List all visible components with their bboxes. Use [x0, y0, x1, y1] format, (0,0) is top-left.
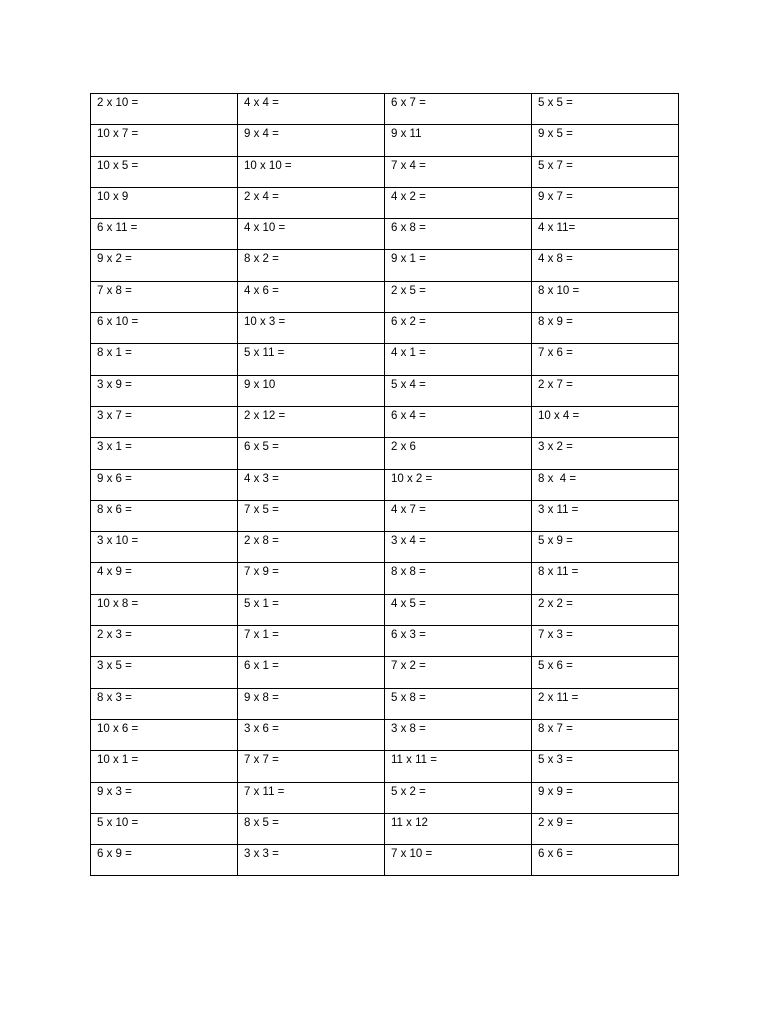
problem-cell: 7 x 8 =	[91, 281, 238, 312]
problem-cell: 6 x 8 =	[385, 219, 532, 250]
problem-cell: 4 x 11=	[532, 219, 679, 250]
problem-cell: 9 x 11	[385, 125, 532, 156]
table-row	[91, 626, 679, 657]
table-row	[91, 313, 679, 344]
problem-cell: 7 x 10 =	[385, 845, 532, 876]
problem-cell: 8 x 5 =	[238, 813, 385, 844]
problem-cell: 4 x 2 =	[385, 187, 532, 218]
problem-cell: 3 x 7 =	[91, 406, 238, 437]
problem-cell: 9 x 7 =	[532, 187, 679, 218]
problem-cell: 7 x 4 =	[385, 156, 532, 187]
problem-cell: 7 x 5 =	[238, 500, 385, 531]
problem-cell: 5 x 5 =	[532, 94, 679, 125]
problem-cell: 4 x 1 =	[385, 344, 532, 375]
table-row	[91, 688, 679, 719]
problem-cell: 2 x 7 =	[532, 375, 679, 406]
table-row	[91, 250, 679, 281]
problem-cell: 10 x 10 =	[238, 156, 385, 187]
problem-cell: 7 x 1 =	[238, 626, 385, 657]
problem-cell: 2 x 11 =	[532, 688, 679, 719]
problem-cell: 3 x 11 =	[532, 500, 679, 531]
problem-cell: 7 x 6 =	[532, 344, 679, 375]
table-row	[91, 751, 679, 782]
problem-cell: 4 x 10 =	[238, 219, 385, 250]
problem-cell: 7 x 7 =	[238, 751, 385, 782]
problem-cell: 8 x 9 =	[532, 313, 679, 344]
table-row	[91, 845, 679, 876]
problem-cell: 6 x 11 =	[91, 219, 238, 250]
problem-cell: 6 x 9 =	[91, 845, 238, 876]
problem-cell: 6 x 4 =	[385, 406, 532, 437]
problem-cell: 10 x 4 =	[532, 406, 679, 437]
multiplication-worksheet-table	[90, 93, 679, 876]
problem-cell: 2 x 9 =	[532, 813, 679, 844]
table-row	[91, 782, 679, 813]
problem-cell: 4 x 9 =	[91, 563, 238, 594]
problem-cell: 5 x 3 =	[532, 751, 679, 782]
table-row	[91, 375, 679, 406]
problem-cell: 2 x 10 =	[91, 94, 238, 125]
problem-cell: 10 x 3 =	[238, 313, 385, 344]
problem-cell: 3 x 2 =	[532, 438, 679, 469]
problem-cell: 2 x 2 =	[532, 594, 679, 625]
problem-cell: 10 x 9	[91, 187, 238, 218]
problem-cell: 10 x 5 =	[91, 156, 238, 187]
problem-cell: 11 x 12	[385, 813, 532, 844]
problem-cell: 9 x 10	[238, 375, 385, 406]
problem-cell: 7 x 9 =	[238, 563, 385, 594]
problem-cell: 6 x 6 =	[532, 845, 679, 876]
table-row	[91, 438, 679, 469]
problem-cell: 6 x 7 =	[385, 94, 532, 125]
problem-cell: 5 x 7 =	[532, 156, 679, 187]
problem-cell: 4 x 3 =	[238, 469, 385, 500]
problem-cell: 3 x 10 =	[91, 532, 238, 563]
table-row	[91, 406, 679, 437]
table-row	[91, 281, 679, 312]
problem-cell: 5 x 11 =	[238, 344, 385, 375]
table-row	[91, 469, 679, 500]
problem-cell: 10 x 8 =	[91, 594, 238, 625]
problem-cell: 8 x 10 =	[532, 281, 679, 312]
problem-cell: 4 x 8 =	[532, 250, 679, 281]
problem-cell: 4 x 5 =	[385, 594, 532, 625]
problem-cell: 3 x 5 =	[91, 657, 238, 688]
problem-cell: 5 x 10 =	[91, 813, 238, 844]
problem-cell: 2 x 12 =	[238, 406, 385, 437]
table-row	[91, 156, 679, 187]
table-row	[91, 219, 679, 250]
table-row	[91, 187, 679, 218]
problem-cell: 6 x 5 =	[238, 438, 385, 469]
problem-cell: 7 x 11 =	[238, 782, 385, 813]
problem-cell: 5 x 2 =	[385, 782, 532, 813]
worksheet-body	[91, 94, 679, 876]
problem-cell: 8 x 4 =	[532, 469, 679, 500]
problem-cell: 2 x 6	[385, 438, 532, 469]
table-row	[91, 813, 679, 844]
problem-cell: 9 x 3 =	[91, 782, 238, 813]
table-row	[91, 594, 679, 625]
problem-cell: 9 x 6 =	[91, 469, 238, 500]
problem-cell: 2 x 8 =	[238, 532, 385, 563]
table-row	[91, 500, 679, 531]
problem-cell: 2 x 3 =	[91, 626, 238, 657]
problem-cell: 6 x 10 =	[91, 313, 238, 344]
problem-cell: 3 x 4 =	[385, 532, 532, 563]
problem-cell: 10 x 1 =	[91, 751, 238, 782]
problem-cell: 9 x 8 =	[238, 688, 385, 719]
problem-cell: 8 x 11 =	[532, 563, 679, 594]
problem-cell: 9 x 5 =	[532, 125, 679, 156]
table-row	[91, 563, 679, 594]
problem-cell: 3 x 1 =	[91, 438, 238, 469]
problem-cell: 8 x 1 =	[91, 344, 238, 375]
problem-cell: 3 x 3 =	[238, 845, 385, 876]
problem-cell: 4 x 4 =	[238, 94, 385, 125]
problem-cell: 9 x 4 =	[238, 125, 385, 156]
table-row	[91, 532, 679, 563]
table-row	[91, 94, 679, 125]
problem-cell: 8 x 3 =	[91, 688, 238, 719]
problem-cell: 4 x 6 =	[238, 281, 385, 312]
problem-cell: 4 x 7 =	[385, 500, 532, 531]
problem-cell: 3 x 8 =	[385, 719, 532, 750]
problem-cell: 5 x 1 =	[238, 594, 385, 625]
problem-cell: 5 x 6 =	[532, 657, 679, 688]
problem-cell: 8 x 7 =	[532, 719, 679, 750]
problem-cell: 5 x 9 =	[532, 532, 679, 563]
problem-cell: 6 x 3 =	[385, 626, 532, 657]
problem-cell: 5 x 4 =	[385, 375, 532, 406]
problem-cell: 2 x 5 =	[385, 281, 532, 312]
problem-cell: 10 x 6 =	[91, 719, 238, 750]
problem-cell: 3 x 9 =	[91, 375, 238, 406]
problem-cell: 2 x 4 =	[238, 187, 385, 218]
problem-cell: 11 x 11 =	[385, 751, 532, 782]
problem-cell: 5 x 8 =	[385, 688, 532, 719]
problem-cell: 10 x 7 =	[91, 125, 238, 156]
problem-cell: 3 x 6 =	[238, 719, 385, 750]
problem-cell: 7 x 2 =	[385, 657, 532, 688]
problem-cell: 8 x 8 =	[385, 563, 532, 594]
problem-cell: 6 x 1 =	[238, 657, 385, 688]
table-row	[91, 125, 679, 156]
problem-cell: 8 x 6 =	[91, 500, 238, 531]
table-row	[91, 719, 679, 750]
problem-cell: 9 x 2 =	[91, 250, 238, 281]
problem-cell: 9 x 9 =	[532, 782, 679, 813]
table-row	[91, 657, 679, 688]
problem-cell: 8 x 2 =	[238, 250, 385, 281]
problem-cell: 6 x 2 =	[385, 313, 532, 344]
table-row	[91, 344, 679, 375]
problem-cell: 9 x 1 =	[385, 250, 532, 281]
problem-cell: 7 x 3 =	[532, 626, 679, 657]
problem-cell: 10 x 2 =	[385, 469, 532, 500]
